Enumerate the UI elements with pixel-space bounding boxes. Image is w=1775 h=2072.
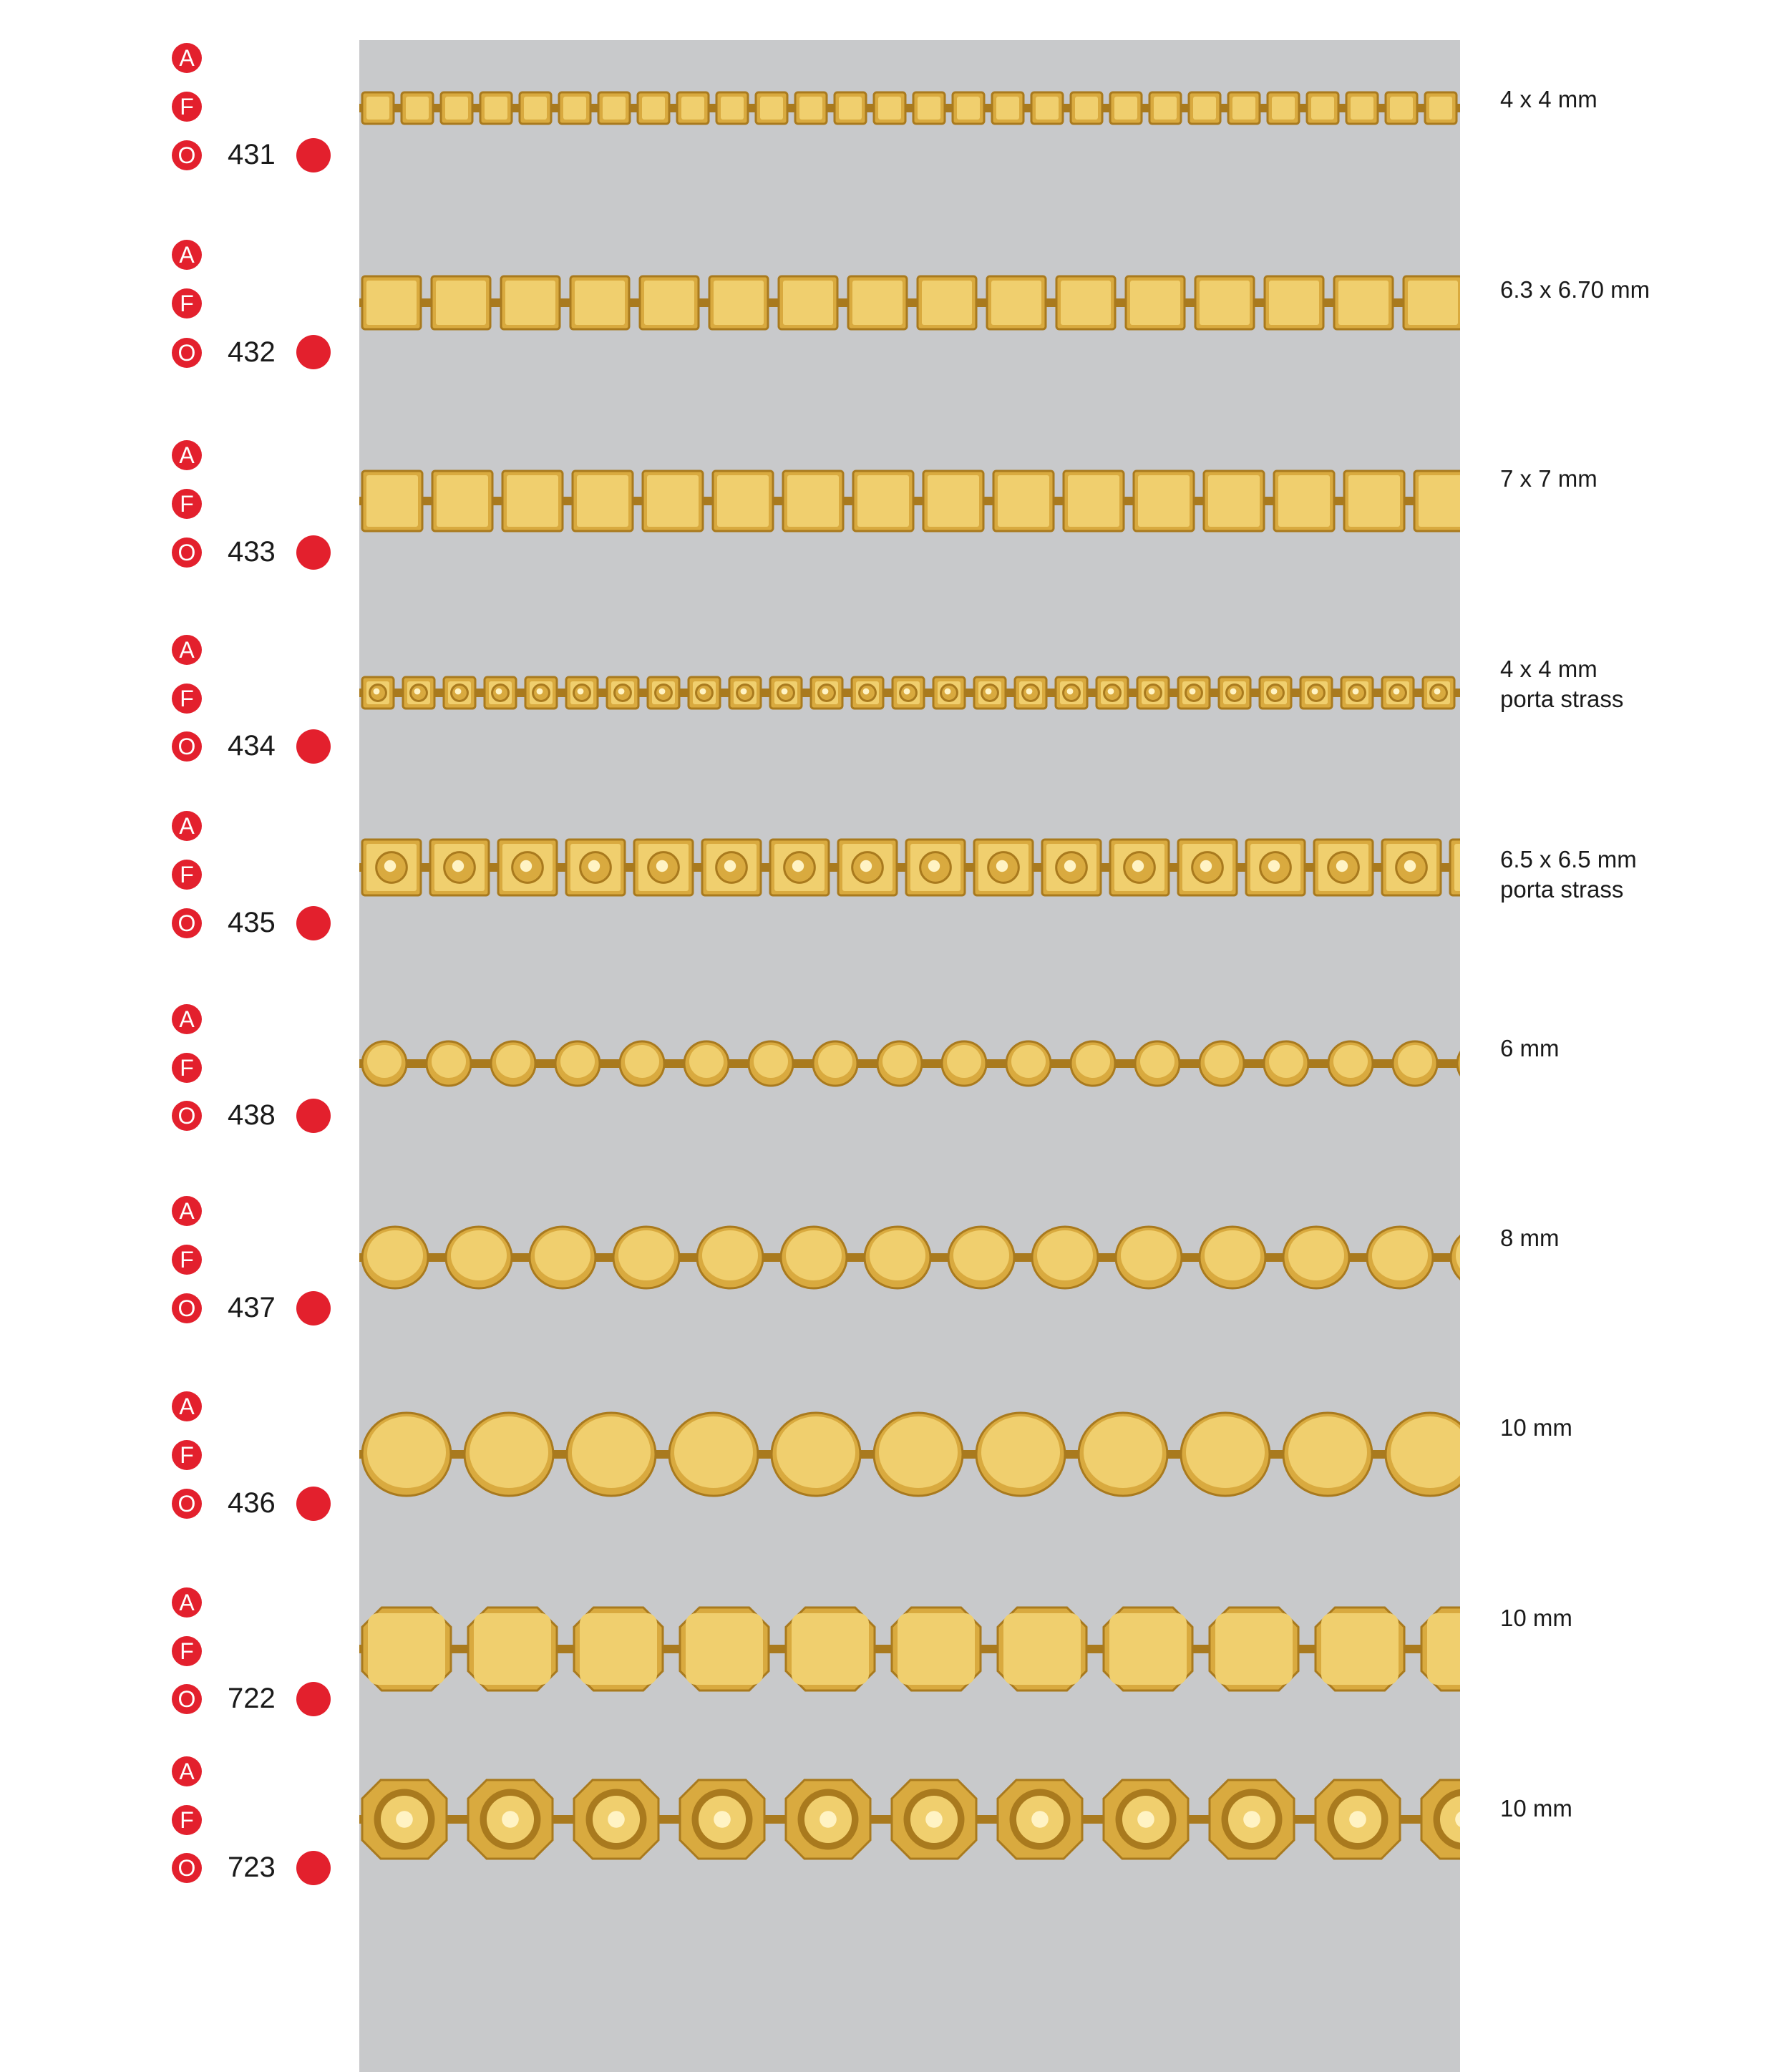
stone-setting-highlight <box>741 689 747 695</box>
chain-link-face <box>368 1613 445 1685</box>
chain-link-face <box>560 1045 595 1078</box>
chain-link-face <box>1075 97 1098 120</box>
chain-link-face <box>572 1416 651 1488</box>
chain-link-face <box>1288 1416 1367 1488</box>
finish-f-badge: F <box>172 684 202 714</box>
stone-setting-highlight <box>659 689 666 695</box>
finish-o-badge: O <box>172 538 202 568</box>
stone-setting-highlight <box>656 860 668 872</box>
chain-link-face <box>717 475 769 527</box>
finish-a-badge: A <box>172 440 202 470</box>
red-dot-marker <box>296 535 331 570</box>
finish-o-badge: O <box>172 338 202 368</box>
finish-a-badge: A <box>172 1004 202 1034</box>
stone-setting-highlight <box>1404 860 1416 872</box>
stone-setting-highlight <box>1230 689 1237 695</box>
size-line: 6 mm <box>1500 1035 1560 1061</box>
chain-link-face <box>1154 97 1177 120</box>
chain-link-face <box>1200 281 1250 325</box>
chain-link-face <box>1408 281 1458 325</box>
finish-o-badge: O <box>172 1489 202 1519</box>
chain-photo-431 <box>359 87 1460 129</box>
chain-link-face <box>882 1045 917 1078</box>
size-line: 4 x 4 mm <box>1500 86 1598 112</box>
chain-link-face <box>702 1230 758 1280</box>
size-label <box>1500 654 1623 714</box>
chain-link-face <box>366 97 389 120</box>
stone-setting-highlight <box>1190 689 1196 695</box>
chain-link-face <box>1076 1045 1110 1078</box>
stone-setting-highlight <box>1108 689 1114 695</box>
size-line: 6.5 x 6.5 mm <box>1500 846 1637 872</box>
chain-link-face <box>1186 1416 1265 1488</box>
chain-link-face <box>647 475 699 527</box>
chain-link-face <box>451 1230 507 1280</box>
chain-link-face <box>1278 475 1330 527</box>
product-code: 434 <box>228 730 276 762</box>
chain-link-face <box>436 281 486 325</box>
finish-f-badge: F <box>172 288 202 318</box>
finish-f-badge: F <box>172 1805 202 1835</box>
chain-link-face <box>1419 475 1460 527</box>
chain-link-face <box>580 1613 657 1685</box>
stone-setting-highlight <box>1149 689 1155 695</box>
size-label <box>1500 275 1650 305</box>
chain-link-face <box>366 281 417 325</box>
red-dot-marker <box>296 1099 331 1133</box>
chain-link-face <box>721 97 744 120</box>
chain-link-face <box>839 97 862 120</box>
product-code: 432 <box>228 336 276 368</box>
chain-link-face <box>1351 97 1373 120</box>
chain-link-face <box>1288 1230 1344 1280</box>
chain-link-face <box>818 1045 852 1078</box>
size-line: porta strass <box>1500 686 1624 712</box>
chain-link-face <box>1269 1045 1303 1078</box>
chain-link <box>1457 1041 1460 1086</box>
stone-setting-highlight <box>374 689 380 695</box>
finish-a-badge: A <box>172 635 202 665</box>
stone-setting-highlight <box>1137 1811 1154 1828</box>
stone-setting-highlight <box>396 1811 413 1828</box>
chain-link-face <box>918 97 940 120</box>
stone-setting-highlight <box>618 689 625 695</box>
size-label <box>1500 1033 1560 1064</box>
size-line: porta strass <box>1500 876 1624 903</box>
chain-link-face <box>367 1045 402 1078</box>
stone-setting-highlight <box>520 860 532 872</box>
chain-photo-433 <box>359 465 1460 537</box>
stone-setting-highlight <box>945 689 951 695</box>
product-code: 431 <box>228 139 276 170</box>
finish-f-badge: F <box>172 1440 202 1470</box>
chain-link-face <box>507 475 558 527</box>
chain-link-face <box>1205 1230 1260 1280</box>
chain-link-face <box>1232 97 1255 120</box>
chain-link-face <box>1061 281 1111 325</box>
stone-setting-highlight <box>724 860 736 872</box>
chain-link-face <box>799 97 822 120</box>
stone-setting-highlight <box>384 860 396 872</box>
red-dot-marker <box>296 1682 331 1716</box>
size-label <box>1500 1413 1572 1443</box>
chain-link-face <box>953 1230 1009 1280</box>
chain-link-face <box>1333 1045 1368 1078</box>
chain-link-face <box>686 1613 763 1685</box>
chain-link-face <box>1215 1613 1293 1685</box>
chain-link-face <box>563 97 586 120</box>
finish-f-badge: F <box>172 1636 202 1666</box>
chain-link-face <box>625 1045 659 1078</box>
stone-setting-highlight <box>1243 1811 1260 1828</box>
chain-link-face <box>981 1416 1060 1488</box>
chain-link-face <box>714 281 764 325</box>
chain-link-face <box>1140 1045 1175 1078</box>
stone-setting-highlight <box>904 689 910 695</box>
chain-link-face <box>470 1416 548 1488</box>
chain-link-face <box>681 97 704 120</box>
chain-link-face <box>1114 97 1137 120</box>
size-line: 10 mm <box>1500 1605 1572 1631</box>
chain-link-face <box>991 281 1041 325</box>
chain-link-face <box>1003 1613 1081 1685</box>
chain-link-face <box>1321 1613 1399 1685</box>
chain-link-face <box>787 475 839 527</box>
finish-a-badge: A <box>172 811 202 841</box>
chain-link-face <box>1068 475 1119 527</box>
product-code: 438 <box>228 1099 276 1131</box>
product-code: 436 <box>228 1487 276 1519</box>
chain-link-face <box>1429 97 1452 120</box>
product-code: 723 <box>228 1852 276 1883</box>
stone-setting-highlight <box>537 689 543 695</box>
stone-setting-highlight <box>1312 689 1318 695</box>
stone-setting-highlight <box>1336 860 1348 872</box>
size-line: 10 mm <box>1500 1795 1572 1821</box>
stone-setting-highlight <box>1031 1811 1049 1828</box>
chain-link-face <box>783 281 833 325</box>
chain-link-face <box>485 97 507 120</box>
red-dot-marker <box>296 335 331 369</box>
stone-setting-highlight <box>1026 689 1033 695</box>
size-line: 4 x 4 mm <box>1500 656 1598 682</box>
size-line: 6.3 x 6.70 mm <box>1500 276 1650 303</box>
chain-link-face <box>618 1230 674 1280</box>
product-code: 437 <box>228 1292 276 1323</box>
chain-link-face <box>996 97 1019 120</box>
chain-link-face <box>367 1416 446 1488</box>
size-line: 10 mm <box>1500 1414 1572 1441</box>
chain-link-face <box>1036 97 1059 120</box>
finish-a-badge: A <box>172 1391 202 1421</box>
size-line: 8 mm <box>1500 1225 1560 1251</box>
stone-setting-highlight <box>496 689 502 695</box>
stone-setting-highlight <box>502 1811 519 1828</box>
chain-link-face <box>474 1613 551 1685</box>
stone-setting-highlight <box>608 1811 625 1828</box>
stone-setting-highlight <box>588 860 600 872</box>
chain-link-face <box>535 1230 590 1280</box>
chain-link-face <box>1138 475 1190 527</box>
stone-setting-highlight <box>820 1811 837 1828</box>
chain-link-face <box>879 1416 958 1488</box>
chain-link-face <box>998 475 1049 527</box>
red-dot-marker <box>296 1851 331 1885</box>
stone-setting-highlight <box>714 1811 731 1828</box>
chain-link-face <box>1084 1416 1162 1488</box>
chain-link-face <box>642 97 665 120</box>
chain-photo-435 <box>359 835 1460 900</box>
finish-o-badge: O <box>172 1684 202 1714</box>
stone-setting-highlight <box>863 689 870 695</box>
stone-setting-highlight <box>1064 860 1076 872</box>
stone-setting-highlight <box>1271 689 1278 695</box>
chain-link-face <box>603 97 626 120</box>
chain-photo-438 <box>359 1035 1460 1092</box>
size-label <box>1500 1794 1572 1824</box>
chain-link-face <box>922 281 972 325</box>
chain-photo-436 <box>359 1403 1460 1506</box>
chain-link-face <box>524 97 547 120</box>
stone-setting-highlight <box>1349 1811 1366 1828</box>
chain-link-face <box>1208 475 1260 527</box>
chain-link-face <box>1372 1230 1428 1280</box>
chain-link-face <box>689 1045 724 1078</box>
chain-link-face <box>1390 97 1413 120</box>
size-line: 7 x 7 mm <box>1500 465 1598 492</box>
chain-link-face <box>1338 281 1389 325</box>
chain-link-face <box>1272 97 1295 120</box>
finish-a-badge: A <box>172 1196 202 1226</box>
chain-link-face <box>754 1045 788 1078</box>
chain-link-face <box>870 1230 925 1280</box>
stone-setting-highlight <box>1353 689 1359 695</box>
finish-o-badge: O <box>172 908 202 938</box>
chain-photo-723 <box>359 1771 1460 1868</box>
chain-link-face <box>1269 281 1319 325</box>
finish-o-badge: O <box>172 1101 202 1131</box>
chain-link-face <box>928 475 979 527</box>
finish-a-badge: A <box>172 43 202 73</box>
stone-setting-highlight <box>792 860 804 872</box>
chain-link-face <box>1011 1045 1046 1078</box>
chain-link-face <box>505 281 555 325</box>
chain-photo-437 <box>359 1220 1460 1295</box>
chain-link-face <box>575 281 625 325</box>
chain-link-face <box>432 1045 466 1078</box>
chain-link-face <box>1311 97 1334 120</box>
stone-setting-highlight <box>1067 689 1074 695</box>
chain-link-face <box>777 1416 855 1488</box>
red-dot-marker <box>296 906 331 940</box>
product-code: 435 <box>228 907 276 938</box>
finish-o-badge: O <box>172 1853 202 1883</box>
stone-setting-highlight <box>700 689 706 695</box>
finish-f-badge: F <box>172 92 202 122</box>
chain-link-face <box>1121 1230 1177 1280</box>
chain-link-face <box>1454 844 1460 891</box>
chain-link-face <box>760 97 783 120</box>
stone-setting-highlight <box>578 689 584 695</box>
chain-link-face <box>437 475 488 527</box>
stone-setting-highlight <box>1394 689 1400 695</box>
chain-link-face <box>857 475 909 527</box>
chain-link-face <box>852 281 903 325</box>
finish-f-badge: F <box>172 1053 202 1083</box>
chain-photo-434 <box>359 673 1460 713</box>
stone-setting-highlight <box>822 689 829 695</box>
chain-photo-722 <box>359 1600 1460 1698</box>
product-code: 433 <box>228 536 276 568</box>
stone-setting-highlight <box>455 689 462 695</box>
finish-o-badge: O <box>172 731 202 762</box>
stone-setting-highlight <box>925 1811 943 1828</box>
chain-link-face <box>674 1416 753 1488</box>
product-code: 722 <box>228 1683 276 1714</box>
stone-setting-highlight <box>1434 689 1441 695</box>
finish-f-badge: F <box>172 860 202 890</box>
red-dot-marker <box>296 1291 331 1326</box>
chain-link-face <box>366 475 418 527</box>
finish-a-badge: A <box>172 1756 202 1786</box>
finish-o-badge: O <box>172 1293 202 1323</box>
chain-link-face <box>1398 1045 1432 1078</box>
chain-link-face <box>792 1613 869 1685</box>
chain-photo-432 <box>359 272 1460 334</box>
chain-link-face <box>1427 1613 1460 1685</box>
chain-link-face <box>878 97 901 120</box>
chain-link-face <box>1193 97 1216 120</box>
chain-link-face <box>1348 475 1400 527</box>
chain-link-face <box>898 1613 975 1685</box>
stone-setting-highlight <box>1200 860 1212 872</box>
finish-o-badge: O <box>172 140 202 170</box>
red-dot-marker <box>296 729 331 764</box>
red-dot-marker <box>296 138 331 172</box>
chain-link-face <box>1205 1045 1239 1078</box>
stone-setting-highlight <box>860 860 872 872</box>
finish-f-badge: F <box>172 1245 202 1275</box>
stone-setting-highlight <box>782 689 788 695</box>
stone-setting-highlight <box>452 860 464 872</box>
finish-a-badge: A <box>172 240 202 270</box>
chain-link-face <box>367 1230 423 1280</box>
chain-link-face <box>786 1230 842 1280</box>
chain-link-face <box>445 97 468 120</box>
size-label <box>1500 1223 1560 1253</box>
stone-setting-highlight <box>414 689 421 695</box>
chain-link-face <box>1130 281 1180 325</box>
size-label <box>1500 84 1598 115</box>
stone-setting-highlight <box>986 689 992 695</box>
stone-setting-highlight <box>1132 860 1144 872</box>
stone-setting-highlight <box>1268 860 1280 872</box>
stone-setting-highlight <box>996 860 1008 872</box>
finish-f-badge: F <box>172 489 202 519</box>
chain-link-face <box>957 97 980 120</box>
stone-setting-highlight <box>928 860 940 872</box>
chain-link-face <box>947 1045 981 1078</box>
chain-link-face <box>577 475 628 527</box>
red-dot-marker <box>296 1487 331 1521</box>
finish-a-badge: A <box>172 1587 202 1618</box>
chain-link-face <box>644 281 694 325</box>
chain-link-face <box>1037 1230 1093 1280</box>
size-label <box>1500 845 1637 905</box>
chain-link-face <box>406 97 429 120</box>
chain-link-face <box>1109 1613 1187 1685</box>
chain-link-face <box>496 1045 530 1078</box>
size-label <box>1500 464 1598 494</box>
size-label <box>1500 1603 1572 1633</box>
